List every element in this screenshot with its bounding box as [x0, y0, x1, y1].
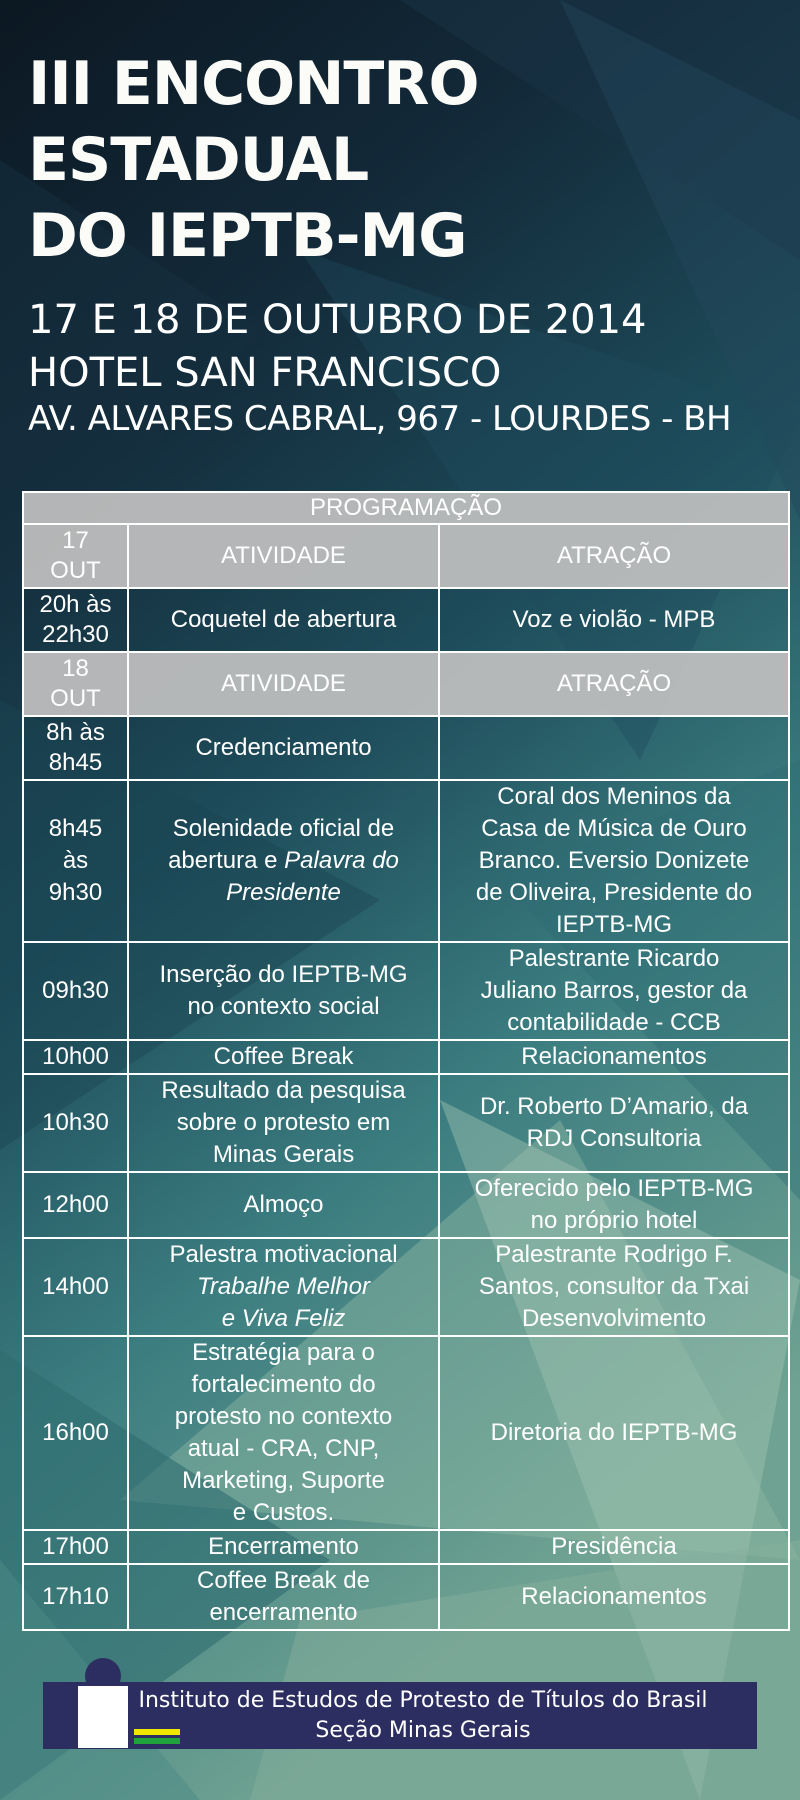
attraction-cell [439, 942, 789, 1040]
activity-text: Almoço [243, 1191, 324, 1218]
event-venue: HOTEL SAN FRANCISCO [28, 350, 502, 396]
time-text: 8h45 às 9h30 [48, 815, 103, 906]
time-cell [23, 1238, 128, 1336]
day-label-text: 17 OUT [50, 527, 101, 584]
activity-cell [128, 1564, 439, 1630]
activity-cell [128, 1238, 439, 1336]
attraction-cell [439, 1238, 789, 1336]
activity-text: Resultado da pesquisa sobre o protesto em Minas Gerais [161, 1077, 406, 1168]
time-text: 10h00 [42, 1043, 109, 1070]
attraction-cell [439, 1530, 789, 1564]
attraction-text: Coral dos Meninos da Casa de Música de Ouro Branco. Eversio Donizete de Oliveira, Presidente do IEPTB-MG [475, 783, 753, 938]
attraction-cell [439, 1074, 789, 1172]
attraction-cell [439, 780, 789, 942]
time-text: 12h00 [42, 1191, 109, 1218]
title-line-2: ESTADUAL [28, 125, 369, 195]
activity-cell [128, 1172, 439, 1238]
table-row [23, 1238, 789, 1336]
time-text: 20h às 22h30 [39, 591, 112, 648]
table-row [23, 780, 789, 942]
activity-text: Solenidade oficial de abertura e [168, 815, 395, 874]
activity-cell [128, 1530, 439, 1564]
day-label [23, 652, 128, 716]
activity-cell [128, 1074, 439, 1172]
attraction-text: Diretoria do IEPTB-MG [490, 1419, 738, 1446]
activity-text: Palestra motivacional [169, 1241, 398, 1268]
attraction-text: Oferecido pelo IEPTB-MG no próprio hotel [474, 1175, 754, 1234]
activity-text: Estratégia para o fortalecimento do protesto no contexto atual - CRA, CNP, Marketing, Suporte e Custos. [174, 1339, 393, 1526]
institute-name: Instituto de Estudos de Protesto de Títulos do Brasil [138, 1688, 708, 1713]
day-label [23, 524, 128, 588]
activity-text: Credenciamento [195, 734, 372, 761]
day-header-row [23, 652, 789, 716]
day-header-row [23, 524, 789, 588]
event-address: AV. ALVARES CABRAL, 967 - LOURDES - BH [28, 399, 732, 439]
logo-white-block [78, 1686, 128, 1748]
flag-stripes-icon [134, 1727, 180, 1747]
attraction-cell [439, 1172, 789, 1238]
section-name: Seção Minas Gerais [315, 1718, 531, 1743]
attraction-text: Presidência [551, 1533, 677, 1560]
attraction-cell [439, 1564, 789, 1630]
program-title: PROGRAMAÇÃO [23, 492, 789, 524]
event-date: 17 E 18 DE OUTUBRO DE 2014 [28, 297, 647, 343]
table-row [23, 1172, 789, 1238]
time-text: 09h30 [42, 977, 109, 1004]
time-cell [23, 716, 128, 780]
attraction-cell [439, 716, 789, 780]
table-row [23, 716, 789, 780]
title-line-3: DO IEPTB-MG [28, 201, 467, 271]
table-row [23, 1336, 789, 1530]
activity-italic-text: Trabalhe Melhor e Viva Feliz [197, 1273, 370, 1332]
time-text: 8h às 8h45 [46, 719, 105, 776]
activity-cell [128, 588, 439, 652]
activity-cell [128, 1040, 439, 1074]
column-header-activity: ATIVIDADE [128, 524, 439, 588]
attraction-text: Voz e violão - MPB [512, 606, 716, 633]
activity-text: Coffee Break de encerramento [196, 1567, 370, 1626]
activity-cell [128, 780, 439, 942]
ieptb-logo [36, 1658, 136, 1754]
time-cell [23, 942, 128, 1040]
attraction-cell [439, 1336, 789, 1530]
activity-text: Coquetel de abertura [170, 606, 397, 633]
activity-text: Encerramento [208, 1533, 359, 1560]
title-line-1: III ENCONTRO [28, 49, 479, 119]
time-text: 17h10 [42, 1583, 109, 1610]
activity-text: Coffee Break [213, 1043, 354, 1070]
activity-cell [128, 942, 439, 1040]
footer-text [133, 1686, 713, 1746]
table-row [23, 1530, 789, 1564]
activity-italic-text: Palavra do Presidente [226, 847, 399, 906]
table-row [23, 1564, 789, 1630]
time-cell [23, 1336, 128, 1530]
time-text: 17h00 [42, 1533, 109, 1560]
time-text: 16h00 [42, 1419, 109, 1446]
time-cell [23, 1172, 128, 1238]
time-cell [23, 1074, 128, 1172]
column-header-activity: ATIVIDADE [128, 652, 439, 716]
program-title-row [23, 492, 789, 524]
attraction-text: Relacionamentos [521, 1583, 707, 1610]
table-row [23, 942, 789, 1040]
time-cell [23, 780, 128, 942]
attraction-cell [439, 588, 789, 652]
time-text: 14h00 [42, 1273, 109, 1300]
event-title [28, 46, 478, 274]
activity-text: Inserção do IEPTB-MG no contexto social [159, 961, 408, 1020]
table-row [23, 1040, 789, 1074]
column-header-attraction: ATRAÇÃO [439, 652, 789, 716]
column-header-attraction: ATRAÇÃO [439, 524, 789, 588]
time-cell [23, 1564, 128, 1630]
attraction-text: Palestrante Rodrigo F. Santos, consultor da Txai Desenvolvimento [478, 1241, 750, 1332]
day-label-text: 18 OUT [50, 655, 101, 712]
table-row [23, 1074, 789, 1172]
table-row [23, 588, 789, 652]
activity-cell [128, 716, 439, 780]
attraction-text: Palestrante Ricardo Juliano Barros, gestor da contabilidade - CCB [480, 945, 748, 1036]
time-cell [23, 1040, 128, 1074]
time-text: 10h30 [42, 1109, 109, 1136]
program-table [22, 491, 790, 1631]
time-cell [23, 1530, 128, 1564]
attraction-text: Relacionamentos [521, 1043, 707, 1070]
time-cell [23, 588, 128, 652]
attraction-text: Dr. Roberto D’Amario, da RDJ Consultoria [479, 1093, 749, 1152]
attraction-cell [439, 1040, 789, 1074]
activity-cell [128, 1336, 439, 1530]
